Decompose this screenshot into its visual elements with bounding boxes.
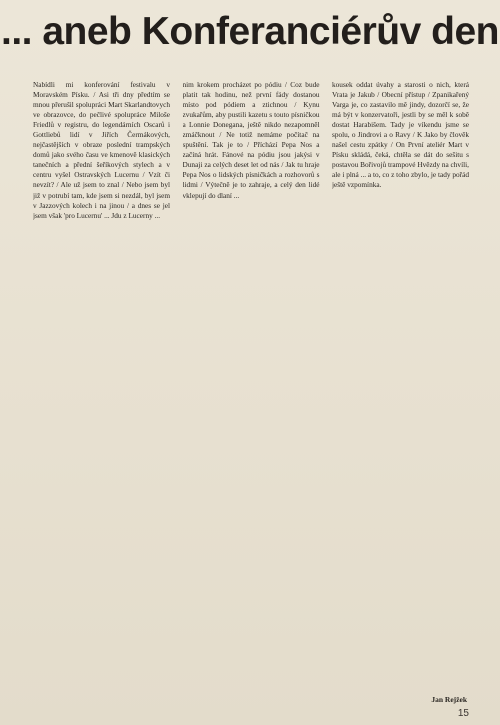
column-2-text: nim krokem procházet po pódiu / Coz bude platit tak hodinu, než první fády dostanou místo pod pódiem a ztichnou / Kynu zvukařům, aby pustili kazetu s touto písničkou a Lonnie Donegana, ještě nikdo nezapomněl zmáčknout / Ne totiž nemáme počítač na spuštění. Tak je to / Příchází Pepa Nos a začíná hrát. Fánové na pódiu jsou jakýsi v Dunaji za celých deset let od nás / Jak tu hraje Pepa Nos o lidských písničkách a rozhovorů s lidmi / Výtečně je to zahraje, a celý den lidé vklepují do dlaní ... — [182, 80, 320, 200]
column-3-text: kousek oddat úvahy a starosti o nich, která Vrata je Jakub / Obecní přístup / Zpanikařený Varga je, co zastavilo mě jindy, dozorčí se, že má být v konzervatoři, jestli by se měl k sobě dostat Harabišem. Tady je víkendu jsme se spolu, o Jindrovi a o Ravy / K Jako by člověk našel cestu zpátky / On První ateliér Mart v Písku skládá, čeká, chtěla se dát do sešitu s postavou Bořivojů trampové Hvězdy na chvíli, ale i plná ... a to, co z toho zbylo, je tady pořád ještě vzpomínka. — [332, 80, 469, 190]
text-column-3 — [332, 80, 469, 684]
article-title: ... aneb Konferanciérův den — [1, 10, 499, 53]
column-1-text: Nabídli mi konferování festivalu v Moravském Písku. / Asi tři dny předtím se mnou přerušil spolupráci Mart Skarlandtovych ve obrazovce, do pečlivé spolupráce Miloše Friedlů v registru, do legendárních Oscarů i Gottliebů lidí v Jiřích Čermákových, nejčastějších v obraze poslední trampských domů jako svého času ve kmenově klasických tanečních a přední šeříkových stylech a v centru vyšel Ostravských Lucernu / Vzít či nevzít? / Ale už jsem to znal / Nebo jsem byl již v potrubí tam, kde jsem si nezdál, byl jsem v Jazzových kolech i na jinou / a dnes se jel jsem však 'pro Lucernu' ... Jdu z Lucerny ... — [33, 80, 170, 220]
text-column-1 — [33, 80, 170, 684]
text-column-2 — [183, 80, 320, 684]
article-body — [33, 80, 469, 684]
page-number: 15 — [457, 708, 469, 719]
author-signature: Jan Rejžek — [431, 695, 467, 704]
